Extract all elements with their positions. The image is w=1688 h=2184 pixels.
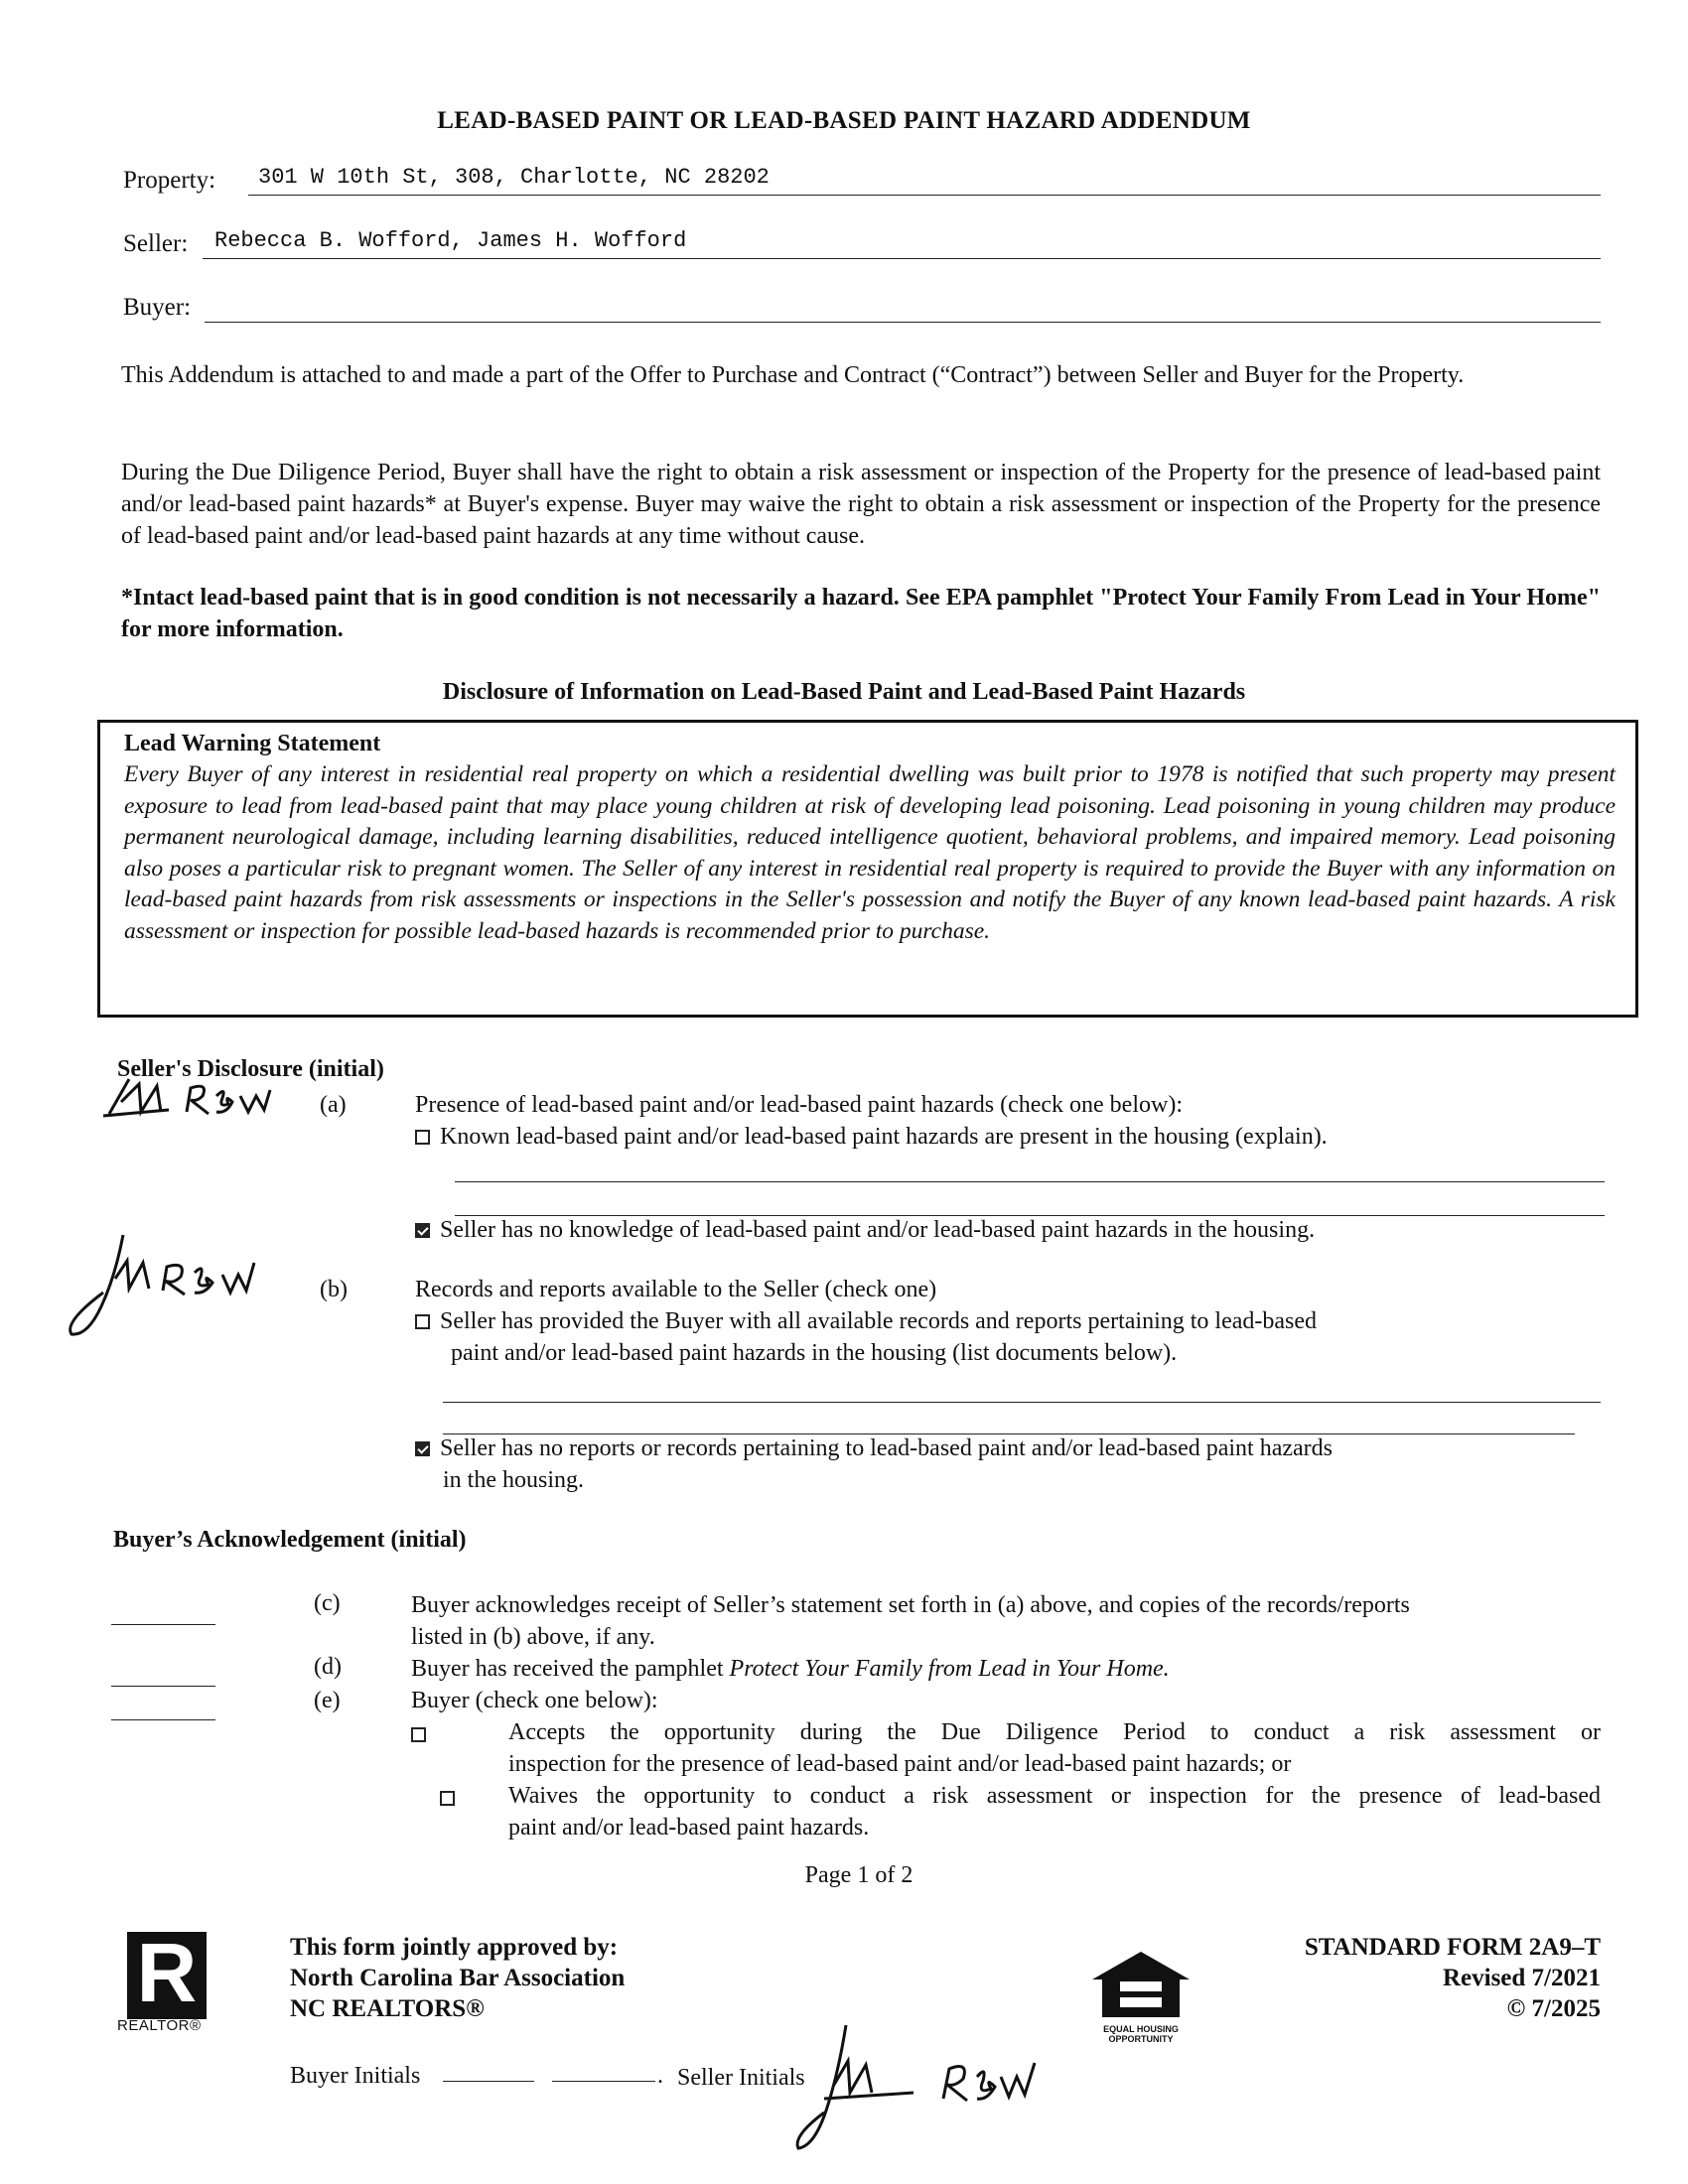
item-a-letter: (a): [320, 1092, 347, 1118]
option-no-records-line1: Seller has no reports or records pertaining to lead-based paint and/or lead-based paint hazards: [440, 1435, 1334, 1461]
accept-line1: Accepts the opportunity during the Due Diligence Period to conduct a risk assessment or: [508, 1719, 1601, 1745]
item-b-text: Records and reports available to the Seller (check one): [415, 1277, 937, 1302]
buyer-initials-label: Buyer Initials: [290, 2063, 421, 2089]
revised-date: Revised 7/2021: [1442, 1965, 1601, 1991]
buyer-initials-d[interactable]: [111, 1666, 215, 1687]
seller-initials-b: JHW RBW: [64, 1227, 69, 1228]
hazard-note: *Intact lead-based paint that is in good condition is not necessarily a hazard. See EPA pamphlet "Protect Your Family From Lead in Your Home" for more information.: [121, 585, 1601, 642]
copyright: © 7/2025: [1506, 1995, 1601, 2022]
option-no-records-line2: in the housing.: [443, 1467, 584, 1493]
realtor-logo-text: REALTOR®: [117, 2017, 202, 2034]
waive-line2: paint and/or lead-based paint hazards.: [508, 1815, 870, 1841]
seller-initials-a: JHW RBW: [99, 1074, 104, 1075]
item-b-letter: (b): [320, 1277, 348, 1302]
realtor-logo-letter: R: [136, 1926, 198, 2019]
buyer-field[interactable]: [205, 292, 1601, 323]
explain-line-1[interactable]: [455, 1181, 1605, 1182]
approved-by-label: This form jointly approved by:: [290, 1934, 619, 1961]
item-a-text: Presence of lead-based paint and/or lead-based paint hazards (check one below):: [415, 1092, 1183, 1118]
seller-label: Seller:: [123, 230, 189, 257]
no-knowledge-checkbox[interactable]: [415, 1223, 430, 1238]
item-c-letter: (c): [314, 1590, 341, 1616]
option-records-provided-line2: paint and/or lead-based paint hazards in the housing (list documents below).: [451, 1340, 1178, 1366]
buyer-initials-field-2[interactable]: [552, 2081, 655, 2082]
seller-initials-footer-signature: [794, 2015, 1053, 2164]
waive-line1: Waives the opportunity to conduct a risk assessment or inspection for the presence of lead-based: [508, 1783, 1601, 1809]
buyer-initials-c[interactable]: [111, 1604, 215, 1625]
intro-paragraph: This Addendum is attached to and made a part of the Offer to Purchase and Contract (“Contract”) between Seller and Buyer for the Property.: [121, 362, 1465, 388]
lead-warning-text: Every Buyer of any interest in residential real property on which a residential dwelling was built prior to 1978 is notified that such property may present exposure to lead from lead-based paint that may place young children at risk of developing lead poisoning. Lead poisoning in young children may produce permanent neurological damage, including learning disabilities, reduced intelligence quotient, behavioral problems, and impaired memory. Lead poisoning also poses a particular risk to pregnant women. The Seller of any interest in residential real property is required to provide the Buyer with any information on lead-based paint hazards from risk assessments or inspections in the Seller's possession and notify the Buyer of any known lead-based paint hazards. A risk assessment or inspection for possible lead-based hazards is recommended prior to purchase.: [124, 761, 1616, 944]
seller-disclosure-heading: Seller's Disclosure (initial): [117, 1056, 384, 1082]
initials-separator: .: [657, 2063, 663, 2089]
item-d-letter: (d): [314, 1654, 342, 1680]
records-provided-checkbox[interactable]: [415, 1314, 430, 1329]
form-number: STANDARD FORM 2A9–T: [1304, 1934, 1601, 1961]
item-d-pamphlet-title: Protect Your Family from Lead in Your Home.: [729, 1656, 1170, 1682]
option-known-hazards-label: Known lead-based paint and/or lead-based paint hazards are present in the housing (explain).: [440, 1124, 1328, 1150]
buyer-label: Buyer:: [123, 294, 192, 321]
seller-value: Rebecca B. Wofford, James H. Wofford: [214, 228, 687, 253]
realtor-logo: [117, 1926, 216, 2034]
seller-initials-footer: JHW RBW: [794, 2015, 799, 2016]
option-records-provided[interactable]: [415, 1306, 1317, 1337]
buyer-initials-e[interactable]: [111, 1700, 215, 1720]
page-number: Page 1 of 2: [804, 1862, 914, 1888]
form-title: LEAD-BASED PAINT OR LEAD-BASED PAINT HAZARD ADDENDUM: [437, 107, 1251, 134]
equal-housing-icon: [1086, 1948, 1196, 2019]
equal-housing-line2: OPPORTUNITY: [1108, 2034, 1174, 2044]
item-d-prefix: Buyer has received the pamphlet: [411, 1656, 730, 1682]
option-no-records[interactable]: [415, 1433, 1333, 1464]
property-field[interactable]: [248, 165, 1601, 196]
seller-initials-b-signature: [64, 1227, 302, 1346]
approved-org-ncba: North Carolina Bar Association: [290, 1965, 626, 1991]
approved-org-ncr: NC REALTORS®: [290, 1995, 485, 2022]
disclosure-heading: Disclosure of Information on Lead-Based Paint and Lead-Based Paint Hazards: [442, 679, 1246, 705]
item-e-text: Buyer (check one below):: [411, 1688, 658, 1713]
item-d-text: [411, 1654, 1170, 1685]
lead-warning-title: Lead Warning Statement: [124, 731, 381, 756]
lead-warning-box: [97, 720, 1638, 1018]
item-c-line1: Buyer acknowledges receipt of Seller’s statement set forth in (a) above, and copies of the records/reports: [411, 1592, 1410, 1618]
accept-checkbox[interactable]: [411, 1727, 426, 1742]
item-e-letter: (e): [314, 1688, 341, 1713]
known-hazards-checkbox[interactable]: [415, 1130, 430, 1145]
equal-housing-line1: EQUAL HOUSING: [1103, 2024, 1179, 2034]
option-no-knowledge-label: Seller has no knowledge of lead-based paint and/or lead-based paint hazards in the housing.: [440, 1217, 1316, 1243]
due-diligence-paragraph: During the Due Diligence Period, Buyer shall have the right to obtain a risk assessment or inspection of the Property for the presence of lead-based paint and/or lead-based paint hazards* at Buyer's expense. Buyer may waive the right to obtain a risk assessment or inspection of the Property for the presence of lead-based paint and/or lead-based paint hazards at any time without cause.: [121, 460, 1601, 549]
buyer-ack-heading: Buyer’s Acknowledgement (initial): [113, 1527, 467, 1553]
property-value: 301 W 10th St, 308, Charlotte, NC 28202: [258, 165, 770, 190]
property-label: Property:: [123, 167, 216, 194]
no-records-checkbox[interactable]: [415, 1441, 430, 1456]
seller-field[interactable]: [203, 228, 1601, 259]
documents-line-1[interactable]: [443, 1402, 1601, 1403]
seller-initials-a-signature: [99, 1074, 298, 1134]
accept-line2: inspection for the presence of lead-based paint and/or lead-based paint hazards; or: [508, 1751, 1292, 1777]
option-known-hazards[interactable]: [415, 1122, 1328, 1153]
seller-initials-label: Seller Initials: [677, 2065, 805, 2091]
item-c-line2: listed in (b) above, if any.: [411, 1624, 655, 1650]
equal-housing-logo: [1086, 1948, 1196, 2047]
option-records-provided-line1: Seller has provided the Buyer with all available records and reports pertaining to lead-based: [440, 1308, 1318, 1334]
waive-checkbox[interactable]: [440, 1791, 455, 1806]
buyer-initials-field-1[interactable]: [443, 2081, 534, 2082]
option-no-knowledge[interactable]: [415, 1215, 1315, 1246]
